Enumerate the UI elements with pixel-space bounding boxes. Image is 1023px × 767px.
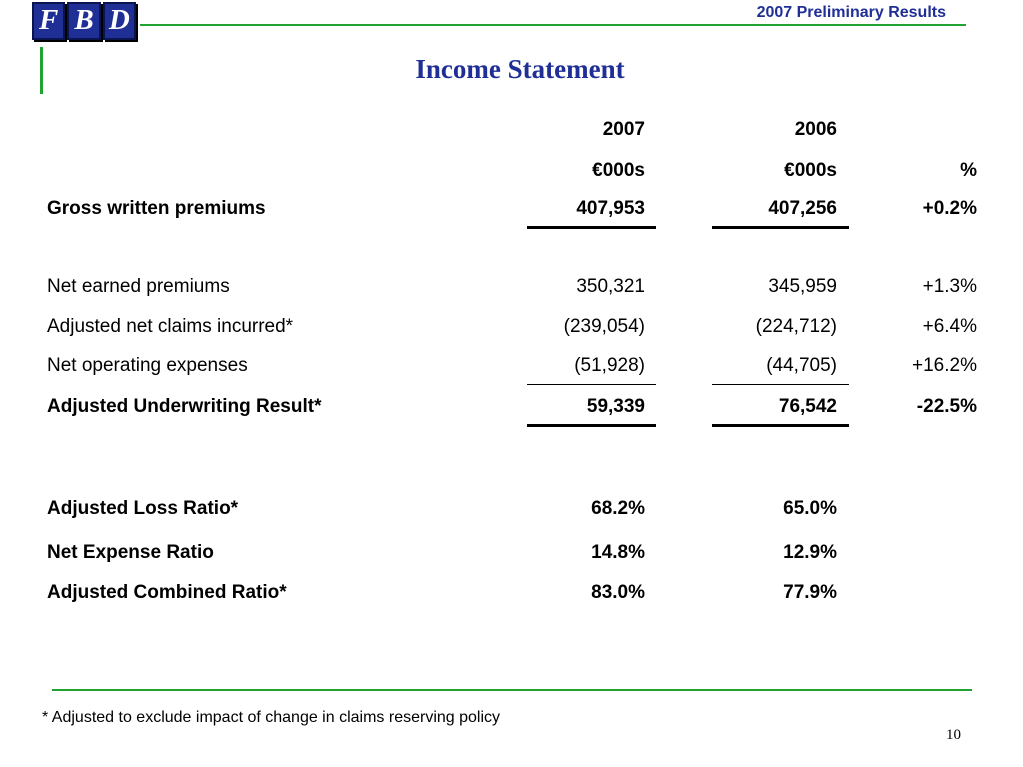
percent-header: %	[960, 160, 977, 181]
page-number: 10	[946, 727, 961, 743]
value-2006: 12.9%	[783, 542, 837, 563]
table-row	[0, 273, 1023, 301]
logo-letter: D	[103, 2, 136, 40]
table-row	[0, 495, 1023, 523]
percent-change: -22.5%	[916, 396, 977, 417]
value-2007: (51,928)	[574, 355, 645, 376]
value-2006: 77.9%	[783, 582, 837, 603]
table-row	[0, 539, 1023, 567]
fbd-logo	[32, 2, 136, 40]
table-header-row	[0, 116, 1023, 144]
value-2006: (224,712)	[755, 316, 837, 337]
row-label: Adjusted Loss Ratio*	[47, 498, 239, 519]
value-2006: 65.0%	[783, 498, 837, 519]
slide-title: Income Statement	[415, 54, 625, 84]
footer-divider	[52, 689, 972, 691]
percent-change: +6.4%	[922, 316, 977, 337]
header-divider	[140, 24, 966, 26]
percent-change: +0.2%	[922, 198, 977, 219]
row-label: Adjusted Combined Ratio*	[47, 582, 287, 603]
value-2007: 14.8%	[591, 542, 645, 563]
value-2007: 83.0%	[591, 582, 645, 603]
column-header-2007: 2007	[602, 119, 645, 140]
table-header-row	[0, 157, 1023, 185]
subtotal-rule	[527, 384, 656, 385]
row-label: Net earned premiums	[47, 276, 230, 297]
unit-header: €000s	[592, 160, 645, 181]
unit-header: €000s	[784, 160, 837, 181]
value-2007: 59,339	[586, 396, 645, 417]
value-2007: 350,321	[576, 276, 645, 297]
table-row	[0, 352, 1023, 380]
value-2006: 407,256	[768, 198, 837, 219]
total-underline	[527, 424, 656, 427]
subtotal-rule	[712, 384, 849, 385]
value-2007: 407,953	[576, 198, 645, 219]
column-header-2006: 2006	[794, 119, 837, 140]
row-label: Adjusted Underwriting Result*	[47, 396, 322, 417]
row-label: Net Expense Ratio	[47, 542, 214, 563]
total-underline	[527, 226, 656, 229]
footnote: * Adjusted to exclude impact of change in claims reserving policy	[42, 709, 501, 726]
logo-letter: F	[32, 2, 65, 40]
table-row	[0, 579, 1023, 607]
table-row	[0, 313, 1023, 341]
header-title: 2007 Preliminary Results	[756, 4, 946, 21]
total-underline	[712, 226, 849, 229]
logo-letter: B	[67, 2, 100, 40]
table-row	[0, 195, 1023, 223]
value-2006: 345,959	[768, 276, 837, 297]
value-2007: 68.2%	[591, 498, 645, 519]
value-2006: (44,705)	[766, 355, 837, 376]
value-2007: (239,054)	[563, 316, 645, 337]
percent-change: +16.2%	[912, 355, 977, 376]
value-2006: 76,542	[778, 396, 837, 417]
table-row	[0, 393, 1023, 421]
percent-change: +1.3%	[922, 276, 977, 297]
total-underline	[712, 424, 849, 427]
row-label: Net operating expenses	[47, 355, 248, 376]
row-label: Adjusted net claims incurred*	[47, 316, 294, 337]
row-label: Gross written premiums	[47, 198, 266, 219]
